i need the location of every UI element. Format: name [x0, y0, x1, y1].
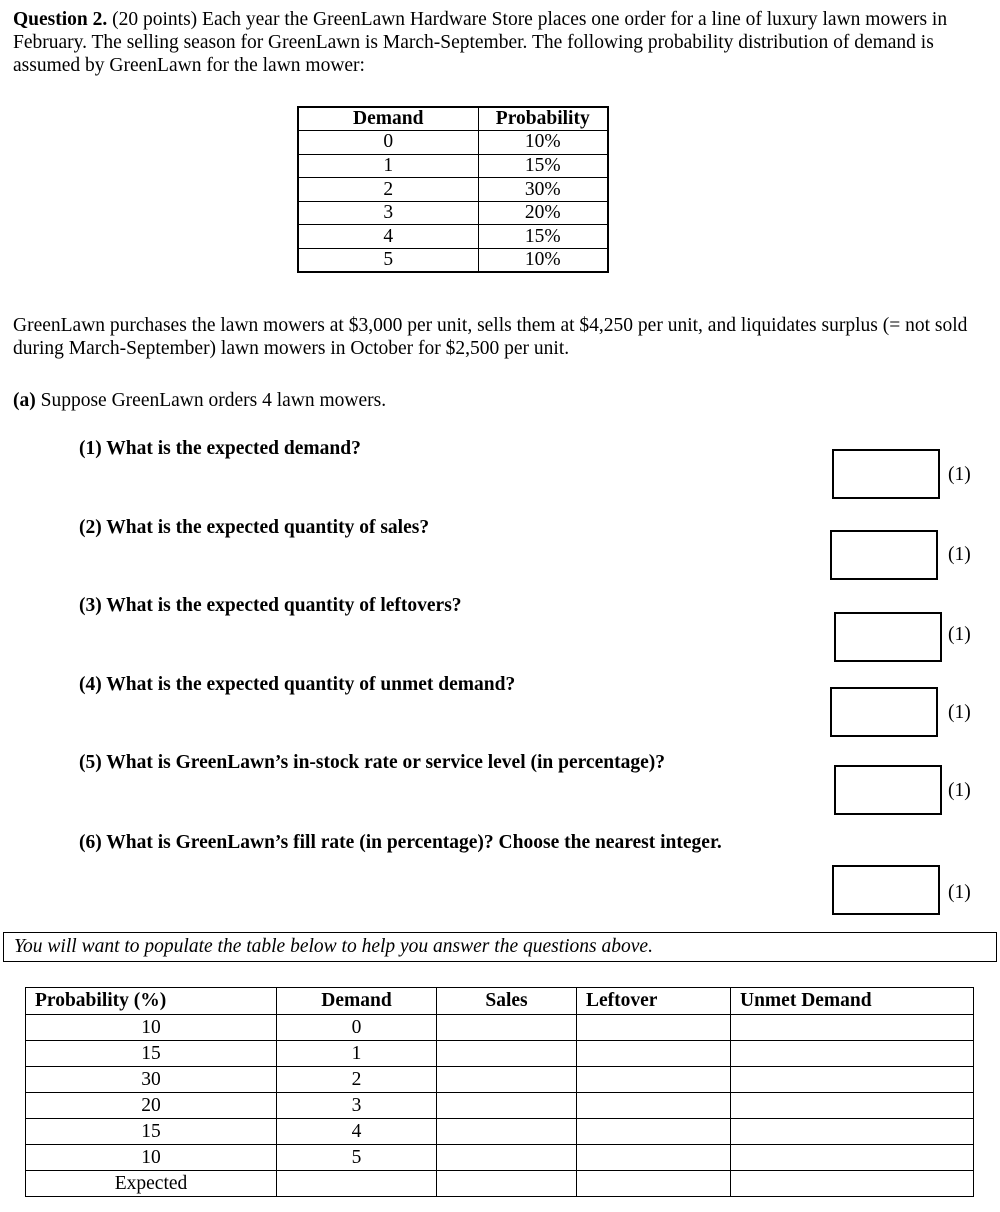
leftover-cell[interactable]	[577, 1093, 731, 1119]
table-row-expected	[26, 1171, 974, 1197]
table-row	[26, 1015, 974, 1041]
answer-box-1[interactable]	[832, 449, 940, 499]
expected-leftover-cell[interactable]	[577, 1171, 731, 1197]
question-intro	[13, 8, 988, 77]
demand-header: Demand	[277, 988, 437, 1015]
probability-cell: 15	[26, 1119, 277, 1145]
probability-cell: 10%	[478, 131, 608, 155]
leftover-cell[interactable]	[577, 1119, 731, 1145]
probability-cell: 20%	[478, 201, 608, 225]
demand-cell: 0	[277, 1015, 437, 1041]
unmet-demand-cell[interactable]	[731, 1015, 974, 1041]
table-row	[298, 131, 608, 155]
table-row	[26, 1093, 974, 1119]
points-2: (1)	[948, 544, 971, 565]
question-2: (2) What is the expected quantity of sales?	[79, 517, 430, 538]
demand-cell: 0	[298, 131, 478, 155]
probability-cell: 10%	[478, 249, 608, 273]
points-5: (1)	[948, 780, 971, 801]
leftover-cell[interactable]	[577, 1067, 731, 1093]
probability-cell: 15%	[478, 154, 608, 178]
instruction-note: You will want to populate the table below to help you answer the questions above.	[3, 932, 997, 962]
demand-cell: 4	[277, 1119, 437, 1145]
sales-cell[interactable]	[437, 1041, 577, 1067]
leftover-cell[interactable]	[577, 1041, 731, 1067]
answer-box-4[interactable]	[830, 687, 938, 737]
sales-header: Sales	[437, 988, 577, 1015]
probability-cell: 30	[26, 1067, 277, 1093]
expected-label: Expected	[26, 1171, 277, 1197]
question-text: (20 points) Each year the GreenLawn Hardware Store places one order for a line of luxury lawn mowers in February. The selling season for GreenLawn is March-September. The following probability distribution of demand is assumed by GreenLawn for the lawn mower:	[13, 9, 948, 76]
part-a-label: (a)	[13, 390, 36, 411]
question-1: (1) What is the expected demand?	[79, 438, 361, 459]
demand-cell: 2	[277, 1067, 437, 1093]
demand-cell: 1	[277, 1041, 437, 1067]
demand-distribution-table	[297, 106, 609, 273]
table-row	[26, 1041, 974, 1067]
demand-cell: 5	[277, 1145, 437, 1171]
answer-box-6[interactable]	[832, 865, 940, 915]
part-a-text: Suppose GreenLawn orders 4 lawn mowers.	[35, 390, 387, 411]
part-a-heading	[13, 389, 386, 412]
sales-cell[interactable]	[437, 1015, 577, 1041]
demand-cell: 5	[298, 249, 478, 273]
unmet-demand-header: Unmet Demand	[731, 988, 974, 1015]
question-3: (3) What is the expected quantity of leftovers?	[79, 595, 462, 616]
probability-cell: 10	[26, 1015, 277, 1041]
expected-sales-cell[interactable]	[437, 1171, 577, 1197]
points-4: (1)	[948, 702, 971, 723]
answer-box-5[interactable]	[834, 765, 942, 815]
demand-cell: 4	[298, 225, 478, 249]
expected-unmet-demand-cell[interactable]	[731, 1171, 974, 1197]
question-5: (5) What is GreenLawn’s in-stock rate or service level (in percentage)?	[79, 752, 665, 773]
probability-header: Probability (%)	[26, 988, 277, 1015]
probability-cell: 20	[26, 1093, 277, 1119]
answer-box-3[interactable]	[834, 612, 942, 662]
demand-cell: 1	[298, 154, 478, 178]
unmet-demand-cell[interactable]	[731, 1041, 974, 1067]
leftover-cell[interactable]	[577, 1145, 731, 1171]
demand-cell: 2	[298, 178, 478, 202]
answer-box-2[interactable]	[830, 530, 938, 580]
work-table	[25, 987, 974, 1197]
points-6: (1)	[948, 882, 971, 903]
table-row	[298, 154, 608, 178]
probability-header: Probability	[478, 107, 608, 131]
table-row	[298, 178, 608, 202]
points-3: (1)	[948, 624, 971, 645]
table-row	[298, 201, 608, 225]
points-1: (1)	[948, 464, 971, 485]
demand-cell: 3	[298, 201, 478, 225]
unmet-demand-cell[interactable]	[731, 1093, 974, 1119]
probability-cell: 15%	[478, 225, 608, 249]
sales-cell[interactable]	[437, 1093, 577, 1119]
unmet-demand-cell[interactable]	[731, 1145, 974, 1171]
question-4: (4) What is the expected quantity of unmet demand?	[79, 674, 516, 695]
leftover-cell[interactable]	[577, 1015, 731, 1041]
demand-cell: 3	[277, 1093, 437, 1119]
cost-description: GreenLawn purchases the lawn mowers at $3,000 per unit, sells them at $4,250 per unit, and liquidates surplus (= not sold during March-September) lawn mowers in October for $2,500 per unit.	[13, 315, 968, 359]
demand-header: Demand	[298, 107, 478, 131]
probability-cell: 10	[26, 1145, 277, 1171]
table-row	[26, 1145, 974, 1171]
table-row	[26, 1119, 974, 1145]
sales-cell[interactable]	[437, 1145, 577, 1171]
table-row	[298, 249, 608, 273]
expected-demand-cell[interactable]	[277, 1171, 437, 1197]
table-row	[26, 1067, 974, 1093]
unmet-demand-cell[interactable]	[731, 1119, 974, 1145]
probability-cell: 15	[26, 1041, 277, 1067]
sales-cell[interactable]	[437, 1067, 577, 1093]
probability-cell: 30%	[478, 178, 608, 202]
sales-cell[interactable]	[437, 1119, 577, 1145]
unmet-demand-cell[interactable]	[731, 1067, 974, 1093]
question-6: (6) What is GreenLawn’s fill rate (in percentage)? Choose the nearest integer.	[79, 832, 722, 853]
leftover-header: Leftover	[577, 988, 731, 1015]
table-row	[298, 225, 608, 249]
question-label: Question 2.	[13, 9, 108, 30]
